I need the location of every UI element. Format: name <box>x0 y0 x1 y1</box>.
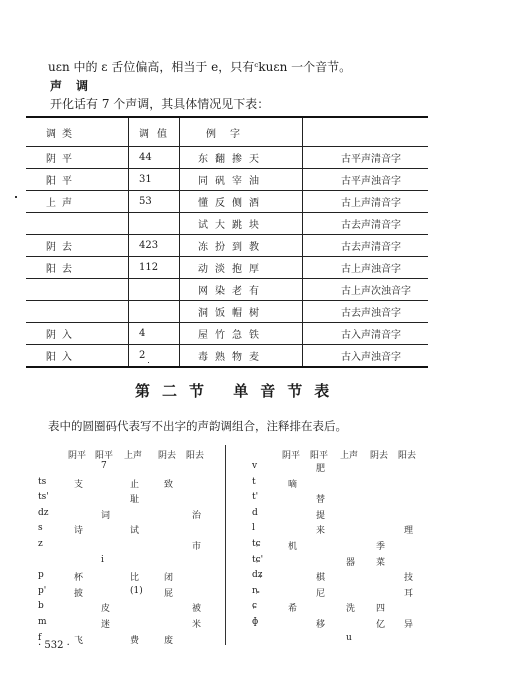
tone-origin: 古入声清音字 <box>303 323 429 345</box>
syllable-char: 移 <box>316 620 326 630</box>
tone-name <box>26 213 129 235</box>
tone-origin: 古上声清音字 <box>303 191 429 213</box>
syllable-char: u <box>346 632 352 643</box>
syllable-char: 耻 <box>130 495 140 506</box>
syllable-char: 洗 <box>346 604 356 615</box>
tone-column-header: 阴平 <box>282 451 301 461</box>
initial-consonant: l <box>252 523 255 534</box>
tone-origin: 古上声次浊音字 <box>303 279 429 301</box>
syllable-char: 止 <box>130 479 140 490</box>
tone-name: 阳去 <box>26 257 129 279</box>
scan-speck <box>15 196 17 198</box>
syllable-char: 菜 <box>376 557 386 568</box>
syllable-char: 肥 <box>316 464 326 474</box>
syllable-char: 技 <box>404 573 414 584</box>
syllable-char: i <box>101 554 104 565</box>
column-divider <box>225 445 226 645</box>
tone-column-header: 阳去 <box>186 451 205 461</box>
example-chars: 东翻掺天 <box>180 147 303 169</box>
example-chars: 懂反侧酒 <box>180 191 303 213</box>
syllable-char: 闭 <box>164 573 174 584</box>
tone-table-header <box>26 117 428 147</box>
table-note: 表中的圆圈码代表写不出字的声韵调组合，注释排在表后。 <box>48 419 347 433</box>
tone-value: 423 <box>129 235 180 257</box>
tone-value: 112 <box>129 257 180 279</box>
initial-consonant: v <box>252 461 258 471</box>
table-row <box>26 301 428 323</box>
tone-column-header: 阴去 <box>158 451 177 461</box>
tone-name: 阴去 <box>26 235 129 257</box>
syllable-char: 被 <box>192 604 202 615</box>
page-number: · 532 · <box>38 640 70 651</box>
example-chars: 洞饭帽树 <box>180 301 303 323</box>
tone-origin: 古上声浊音字 <box>303 257 429 279</box>
tone-column-header: 阳平 <box>95 451 114 461</box>
syllable-char: 理 <box>404 526 414 537</box>
tone-name: 上声 <box>26 191 129 213</box>
table-row <box>26 279 428 301</box>
header-cell: 例字 <box>180 117 303 147</box>
tone-name: 阳平 <box>26 169 129 191</box>
syllable-char: 米 <box>192 620 202 630</box>
table-row <box>26 191 428 213</box>
table-row <box>26 257 428 279</box>
example-chars: 冻扮到教 <box>180 235 303 257</box>
lead-paragraph: 开化话有 7 个声调，其具体情况见下表： <box>50 97 270 111</box>
tone-origin: 古去声清音字 <box>303 235 429 257</box>
initial-consonant: ɕ <box>252 601 258 612</box>
initial-consonant: tɕ' <box>252 554 264 565</box>
tone-column-header: 阳去 <box>398 451 417 461</box>
syllable-char: 来 <box>316 526 326 537</box>
tone-name: 阴入 <box>26 323 129 345</box>
initial-consonant: z <box>38 539 43 549</box>
tone-name <box>26 301 129 323</box>
tone-column-header: 上声 <box>340 451 359 461</box>
syllable-char: 试 <box>130 526 140 537</box>
syllable-char: 尼 <box>316 588 326 599</box>
tone-origin: 古去声清音字 <box>303 213 429 235</box>
syllable-char: 皮 <box>101 604 111 615</box>
initial-consonant: ɸ <box>252 617 259 627</box>
syllable-char: 7 <box>101 461 107 471</box>
syllable-char: 飞 <box>74 635 84 646</box>
tone-origin: 古入声浊音字 <box>303 345 429 368</box>
tone-value <box>129 279 180 301</box>
initial-consonant: dʑ <box>252 570 263 581</box>
table-row <box>26 147 428 169</box>
initial-consonant: s <box>38 523 43 534</box>
syllable-char: 嘀 <box>288 479 298 490</box>
tone-column-header: 阴去 <box>370 451 389 461</box>
tone-origin: 古平声浊音字 <box>303 169 429 191</box>
header-cell: 调类 <box>26 117 129 147</box>
example-chars: 屋竹急铁 <box>180 323 303 345</box>
syllable-char: 比 <box>130 573 140 584</box>
scan-speck <box>148 362 149 363</box>
tone-value: 44 <box>129 147 180 169</box>
syllable-char: 提 <box>316 510 326 521</box>
syllable-char: 支 <box>74 479 84 490</box>
initial-consonant: tɕ <box>252 539 261 549</box>
initial-consonant: ts <box>38 476 47 487</box>
syllable-char: 棋 <box>316 573 326 584</box>
tone-column-header: 阴平 <box>68 451 87 461</box>
syllable-char: 器 <box>346 557 356 568</box>
table-row <box>26 323 428 345</box>
header-cell: 调值 <box>129 117 180 147</box>
syllable-char: 诗 <box>74 526 84 537</box>
initial-consonant: p' <box>38 585 47 596</box>
example-chars: 同矾宰油 <box>180 169 303 191</box>
syllable-char: 四 <box>376 604 386 615</box>
tone-origin: 古去声浊音字 <box>303 301 429 323</box>
tone-value: 2 <box>129 345 180 368</box>
table-row <box>26 345 428 368</box>
tone-name: 阳入 <box>26 345 129 368</box>
tone-value: 31 <box>129 169 180 191</box>
section-title: 第二节 单音节表 <box>135 382 342 400</box>
initial-consonant: m <box>38 617 47 627</box>
initial-consonant: f <box>38 632 42 643</box>
example-chars: 毒熟物麦 <box>180 345 303 368</box>
tone-origin: 古平声清音字 <box>303 147 429 169</box>
initial-consonant: ts' <box>38 492 49 503</box>
syllable-char: 废 <box>164 635 174 646</box>
syllable-char: 异 <box>404 620 414 630</box>
syllable-char: 迷 <box>101 620 111 630</box>
example-chars: 动淡抱厚 <box>180 257 303 279</box>
initial-consonant: t <box>252 476 256 487</box>
example-chars: 网染老有 <box>180 279 303 301</box>
initial-consonant: b <box>38 601 44 612</box>
tone-column-header: 上声 <box>124 451 143 461</box>
syllable-char: 费 <box>130 635 140 646</box>
syllable-char: 机 <box>288 542 298 552</box>
tone-name <box>26 279 129 301</box>
syllable-char: 致 <box>164 479 174 490</box>
tone-value: 53 <box>129 191 180 213</box>
table-row <box>26 169 428 191</box>
syllable-char: 杯 <box>74 573 84 584</box>
tone-value <box>129 213 180 235</box>
syllable-char: 治 <box>192 510 202 521</box>
tone-name: 阴平 <box>26 147 129 169</box>
syllable-char: 耳 <box>404 588 414 599</box>
initial-consonant: p <box>38 570 44 581</box>
syllable-char: 披 <box>74 588 84 599</box>
syllable-char: 替 <box>316 495 326 506</box>
header-cell <box>303 117 429 147</box>
table-row <box>26 235 428 257</box>
initial-consonant: dz <box>38 507 49 518</box>
initial-consonant: ȵ <box>252 585 260 596</box>
table-row <box>26 213 428 235</box>
initial-consonant: d <box>252 507 258 518</box>
tone-table <box>26 116 428 368</box>
syllable-char: 屁 <box>164 588 174 599</box>
syllable-char: 季 <box>376 542 386 552</box>
initial-consonant: t' <box>252 492 259 503</box>
example-chars: 试大跳块 <box>180 213 303 235</box>
syllable-char: 市 <box>192 542 202 552</box>
intro-paragraph: uɛn 中的 ɛ 舌位偏高，相当于 e，只有ᶜkuɛn 一个音节。 <box>48 60 352 74</box>
tone-value <box>129 301 180 323</box>
syllable-char: 亿 <box>376 620 386 630</box>
syllable-char: 希 <box>288 604 298 615</box>
tone-column-header: 阳平 <box>310 451 329 461</box>
tone-value: 4 <box>129 323 180 345</box>
syllable-char: 词 <box>101 510 111 521</box>
section-heading: 声调 <box>50 79 103 93</box>
syllable-char: (1) <box>130 585 143 596</box>
